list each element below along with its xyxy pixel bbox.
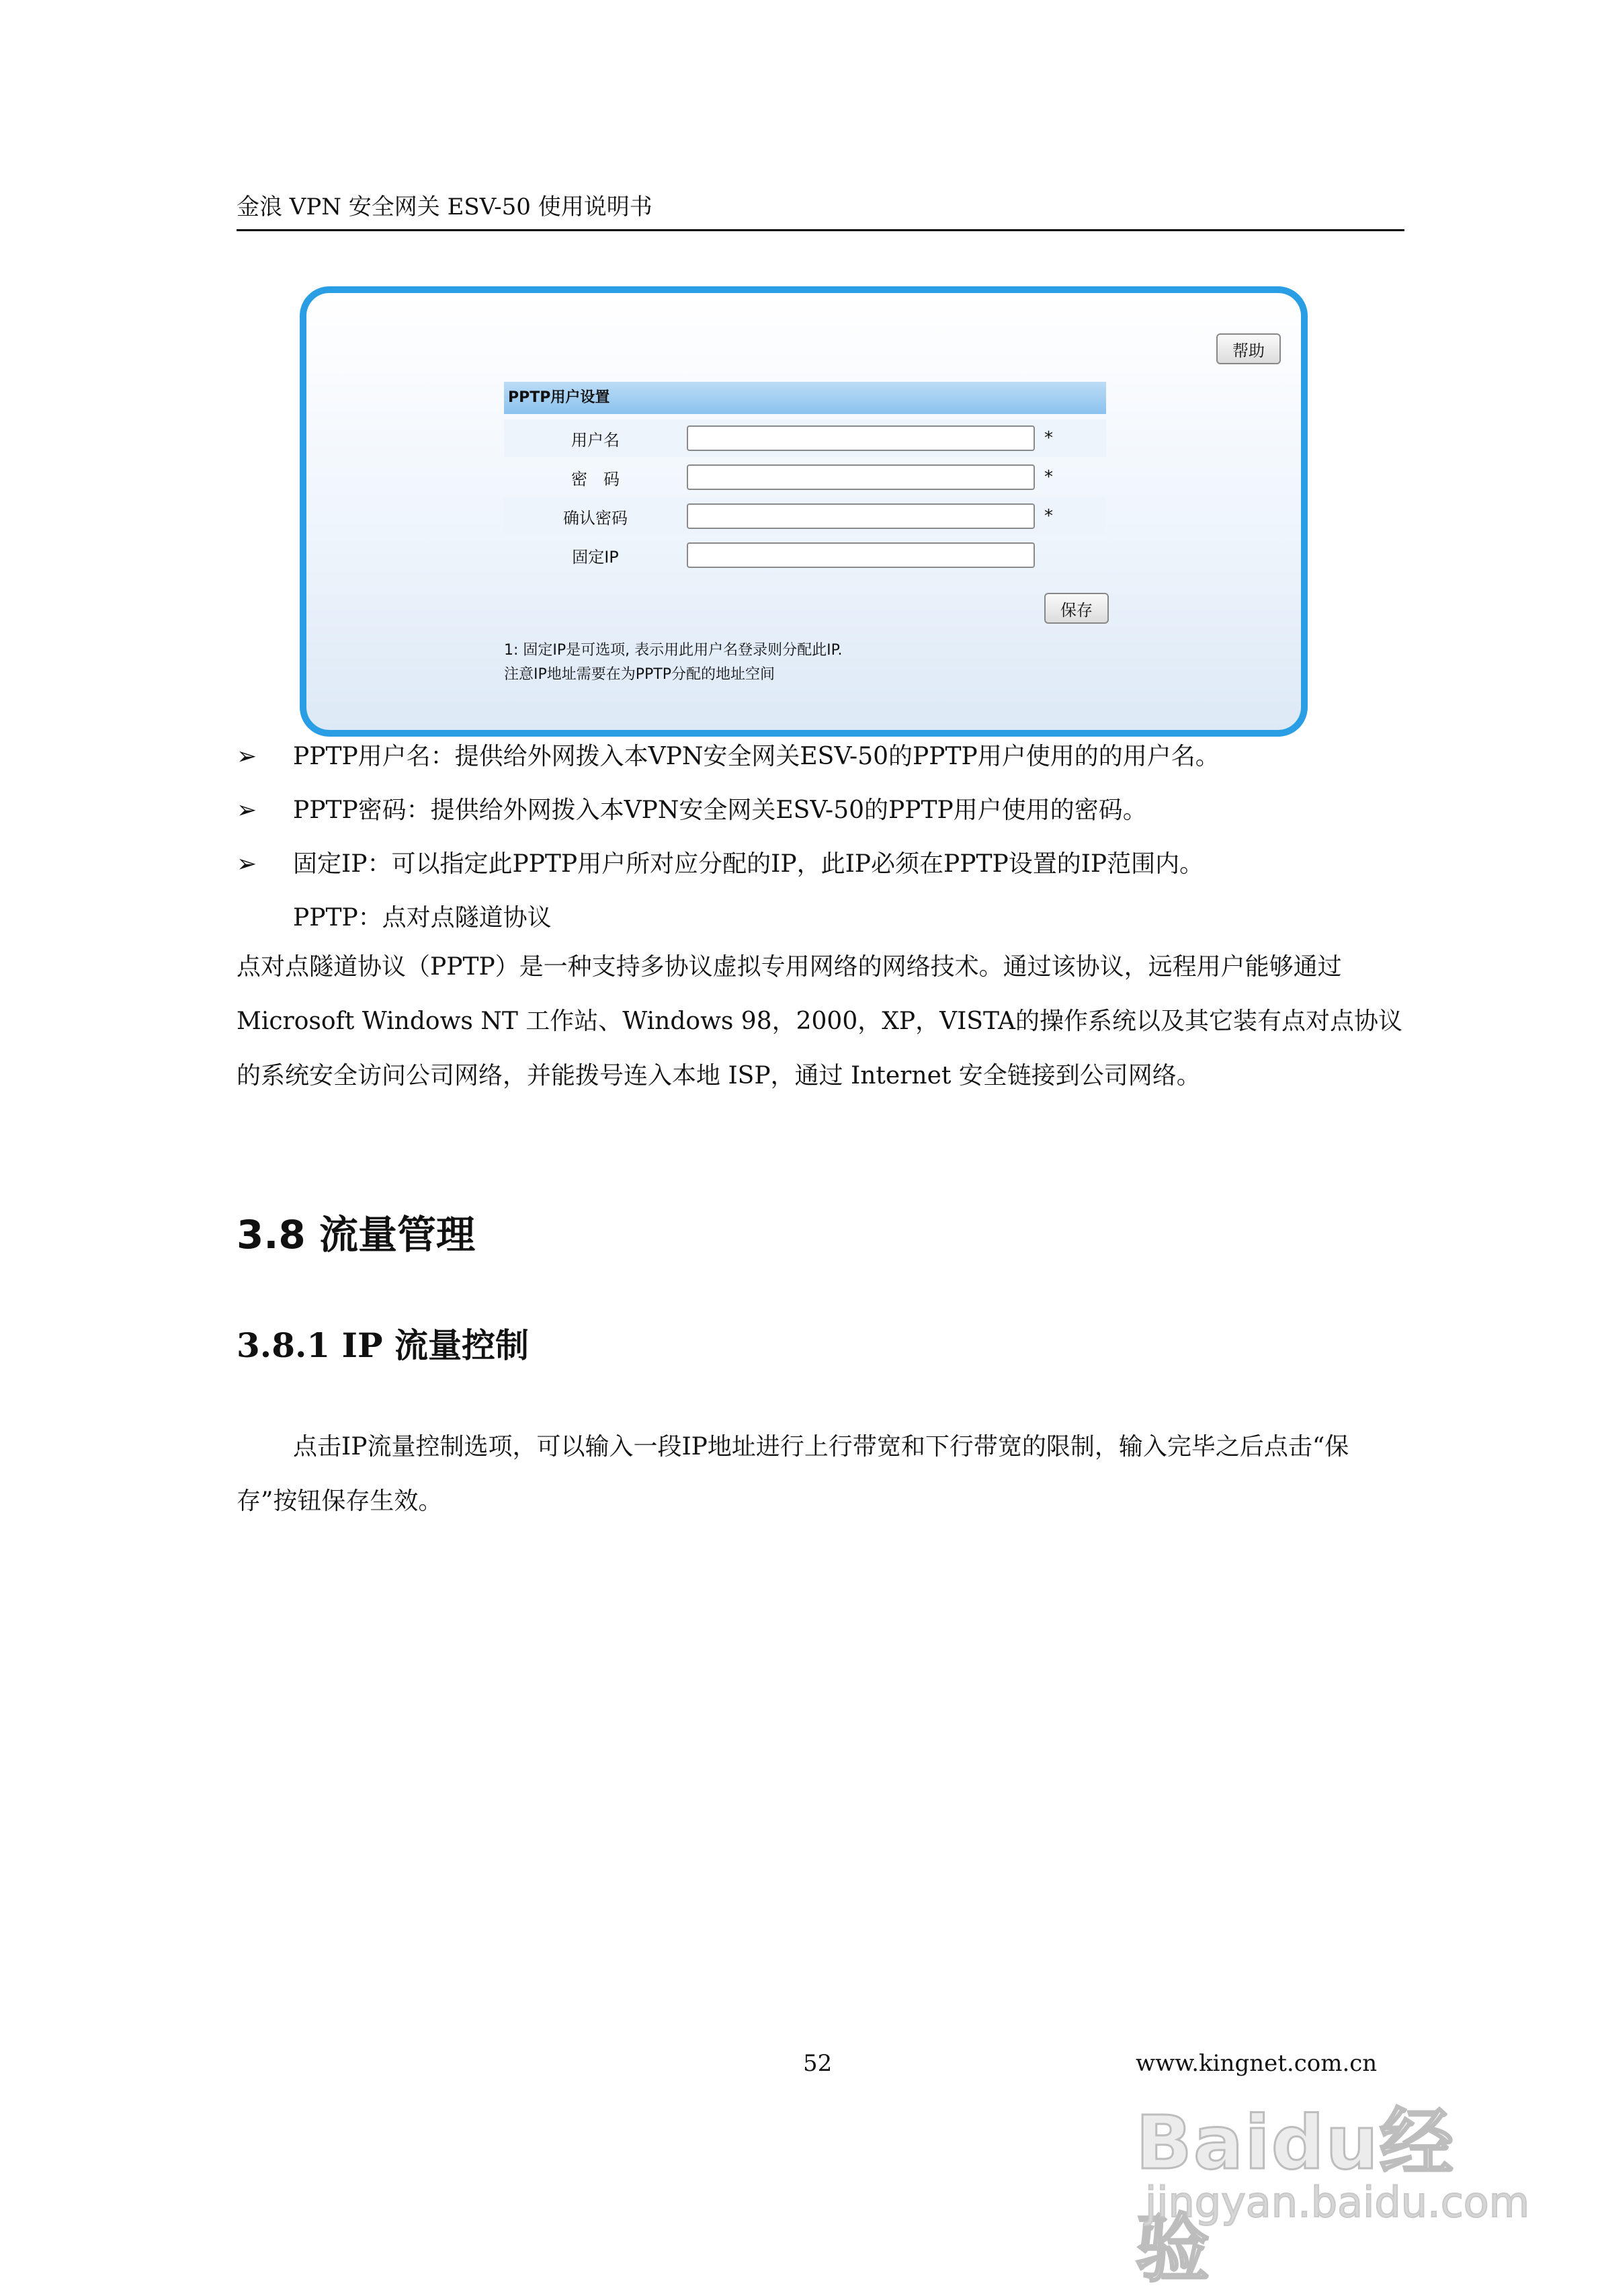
watermark-logo: Baidu经验	[1136, 2100, 1455, 2292]
confirm-password-label: 确认密码	[563, 508, 628, 528]
password-input[interactable]	[687, 464, 1035, 490]
ip-flow-paragraph: 点击IP流量控制选项，可以输入一段IP地址进行上行带宽和下行带宽的限制，输入完毕之后点击“保存”按钮保存生效。	[237, 1433, 1349, 1515]
required-mark: *	[1044, 506, 1053, 526]
required-mark: *	[1044, 428, 1053, 448]
bullet-text: PPTP用户名：提供给外网拨入本VPN安全网关ESV-50的PPTP用户使用的的用户名。	[293, 743, 1220, 770]
pptp-heading: PPTP：点对点隧道协议	[293, 904, 552, 932]
bullet-arrow-icon: ➢	[237, 850, 257, 878]
subsection-heading: 3.8.1 IP 流量控制	[237, 1325, 529, 1365]
bullet-item	[237, 848, 1406, 880]
username-label: 用户名	[571, 430, 620, 450]
bullet-text: PPTP密码：提供给外网拨入本VPN安全网关ESV-50的PPTP用户使用的密码。	[293, 796, 1147, 824]
watermark-url: jingyan.baidu.com	[1145, 2178, 1530, 2227]
username-row	[504, 419, 1106, 457]
bullet-item	[237, 794, 1406, 827]
section-heading: 3.8 流量管理	[237, 1212, 475, 1258]
username-input[interactable]	[687, 425, 1035, 451]
bullet-arrow-icon: ➢	[237, 796, 257, 824]
bullet-item	[237, 741, 1406, 773]
password-row	[504, 458, 1106, 496]
pptp-settings-screenshot	[300, 286, 1308, 737]
bullet-text: 固定IP：可以指定此PPTP用户所对应分配的IP，此IP必须在PPTP设置的IP范围内。	[293, 850, 1204, 878]
form-title: PPTP用户设置	[504, 382, 1106, 414]
confirm-password-row	[504, 497, 1106, 535]
help-button[interactable]: 帮助	[1216, 333, 1281, 364]
save-button[interactable]: 保存	[1044, 593, 1109, 624]
note-line-1: 1: 固定IP是可选项, 表示用此用户名登录则分配此IP.	[504, 642, 843, 659]
note-line-2: 注意IP地址需要在为PPTP分配的地址空间	[504, 666, 775, 683]
pptp-paragraph: 点对点隧道协议（PPTP）是一种支持多协议虚拟专用网络的网络技术。通过该协议，远程用户能够通过 Microsoft Windows NT 工作站、Windows 98，2000，XP，VISTA的操作系统以及其它装有点对点协议的系统安全访问公司网络，并能拨号连入本地 ISP，通过 Internet 安全链接到公司网络。	[237, 953, 1402, 1090]
fixed-ip-input[interactable]	[687, 542, 1035, 568]
baidu-watermark	[1136, 2084, 1530, 2292]
bullet-arrow-icon: ➢	[237, 743, 257, 770]
footer-url: www.kingnet.com.cn	[1136, 2050, 1378, 2077]
required-mark: *	[1044, 467, 1053, 487]
page-header: 金浪 VPN 安全网关 ESV-50 使用说明书	[237, 188, 1404, 231]
fixed-ip-row	[504, 536, 1106, 574]
fixed-ip-label: 固定IP	[572, 547, 619, 567]
confirm-password-input[interactable]	[687, 503, 1035, 529]
password-label: 密 码	[571, 469, 620, 489]
page-number: 52	[803, 2050, 833, 2077]
